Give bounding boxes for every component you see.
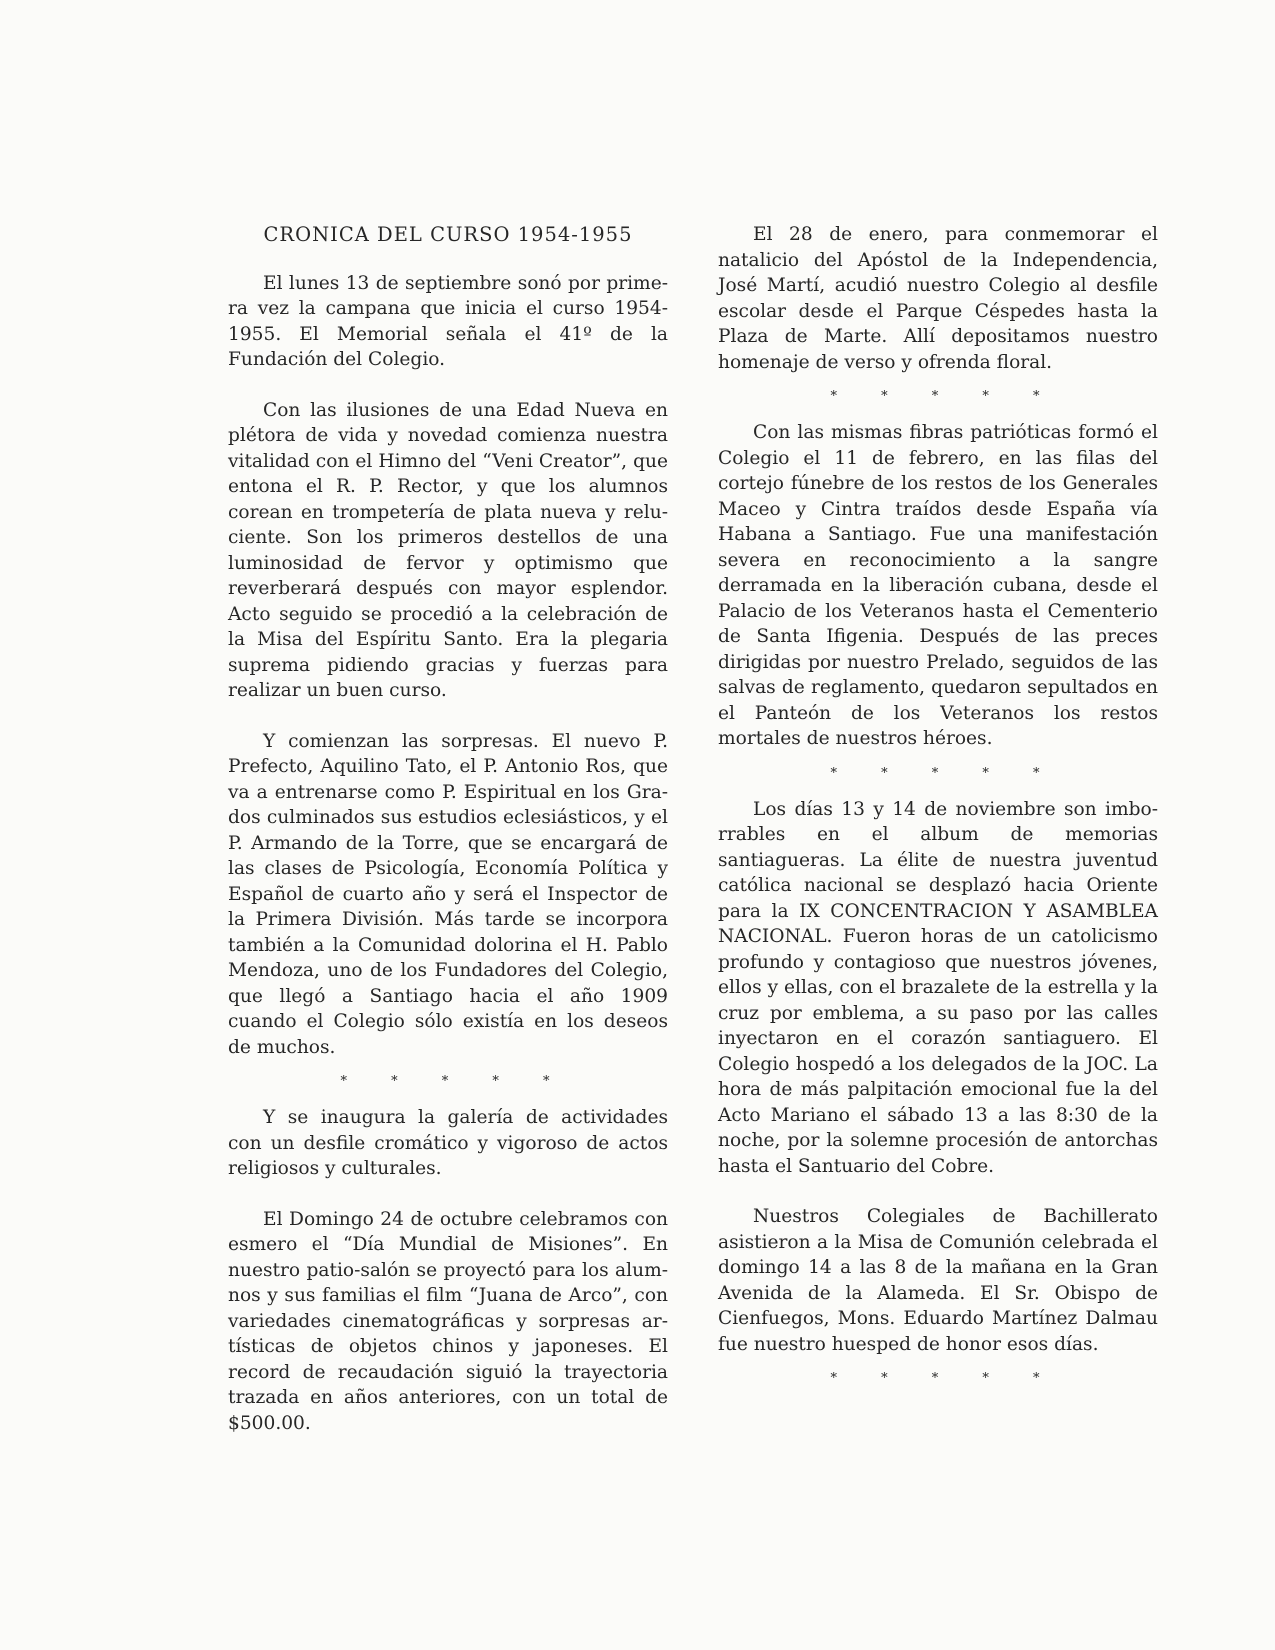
paragraph: El lunes 13 de septiembre sonó por primera vez la campana que inicia el curso 1954-1955. El Memorial señala el 41º de la Fundación del Colegio. [228,272,668,370]
right-column [718,222,1158,1402]
paragraph: El Domingo 24 de octubre celebramos con esmero el “Día Mundial de Misiones”. En nuestro patio-salón se proyectó para los alumnos y sus familias el film “Juana de Arco”, con variedades cinematográficas y sorpresas artísticas de objetos chinos y japoneses. El record de recaudación siguió la trayectoria trazada en años anteriores, con un total de $500.00. [228,1208,668,1434]
paragraph: Y se inaugura la galería de actividades con un desfile cromático y vigoroso de actos religiosos y culturales. [228,1107,668,1179]
left-column [228,222,668,1461]
section-separator: * * * * * [830,1371,1060,1386]
paragraph: Con las ilusiones de una Edad Nueva en plétora de vida y novedad comienza nuestra vitalidad con el Himno del “Veni Creator”, que entona el R. P. Rector, y que los alumnos corean en trompetería de plata nueva y reluciente. Son los primeros destellos de una luminosidad de fervor y optimismo que reverberará después con mayor esplendor. Acto seguido se procedió a la celebración de la Misa del Espíritu Santo. Era la plegaria suprema pidiendo gracias y fuerzas para realizar un buen curso. [228,399,668,701]
section-separator: * * * * * [830,389,1060,404]
section-separator: * * * * * [830,765,1060,781]
page-title: CRONICA DEL CURSO 1954-1955 [263,223,633,246]
paragraph: El 28 de enero, para conmemorar el natalicio del Apóstol de la Independencia, José Martí, acudió nuestro Colegio al desfile escolar desde el Parque Céspedes hasta la Plaza de Marte. Allí depositamos nuestro homenaje de verso y ofrenda floral. [718,224,1158,373]
paragraph: Y comienzan las sorpresas. El nuevo P. Prefecto, Aquilino Tato, el P. Antonio Ros, que va a entrenarse como P. Espiritual en los Grados culminados sus estudios eclesiásticos, y el P. Armando de la Torre, que se encargará de las clases de Psicología, Economía Política y Español de cuarto año y será el Inspector de la Primera División. Más tarde se incorpora también a la Comunidad dolorina el H. Pablo Mendoza, uno de los Fundadores del Colegio, que llegó a Santiago hacia el año 1909 cuando el Colegio sólo existía en los deseos de muchos. [228,730,668,1058]
paragraph: Los días 13 y 14 de noviembre son imborrables en el album de memorias santiagueras. La élite de nuestra juventud católica nacional se desplazó hacia Oriente para la IX CONCENTRACION Y ASAMBLEA NACIONAL. Fueron horas de un catolicismo profundo y contagioso que nuestros jóvenes, ellos y ellas, con el brazalete de la estrella y la cruz por emblema, a su paso por las calles inyectaron en el corazón santiaguero. El Colegio hospedó a los delegados de la JOC. La hora de más palpitación emocional fue la del Acto Mariano el sábado 13 a las 8:30 de la noche, por la solemne procesión de antorchas hasta el Santuario del Cobre. [718,798,1158,1177]
paragraph: Nuestros Colegiales de Bachillerato asistieron a la Misa de Comunión celebrada el domingo 14 a las 8 de la mañana en la Gran Avenida de la Alameda. El Sr. Obispo de Cienfuegos, Mons. Eduardo Martínez Dalmau fue nuestro huesped de honor esos días. [718,1206,1158,1355]
section-separator: * * * * * [340,1074,570,1089]
paragraph: Con las mismas fibras patrióticas formó el Colegio el 11 de febrero, en las filas del cortejo fúnebre de los restos de los Generales Maceo y Cintra traídos desde España vía Habana a Santiago. Fue una manifestación severa en reconocimiento a la sangre derramada en la liberación cubana, desde el Palacio de los Veteranos hasta el Cementerio de Santa Ifigenia. Después de las preces dirigidas por nuestro Prelado, seguidos de las salvas de reglamento, quedaron sepultados en el Panteón de los Veteranos los restos mortales de nuestros héroes. [718,422,1158,749]
